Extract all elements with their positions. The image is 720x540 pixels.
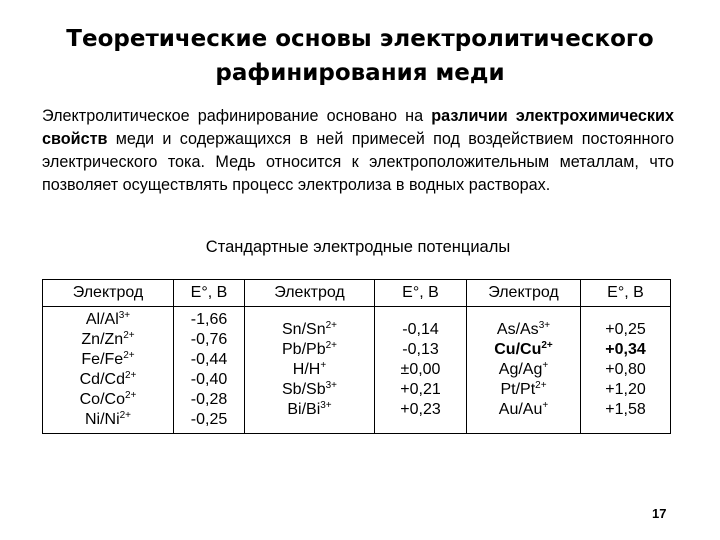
- electrode-label: [245, 360, 374, 380]
- electrode-label: [245, 380, 374, 400]
- potential-value: -1,66: [190, 311, 228, 328]
- header-electrode-3: Электрод: [467, 280, 581, 307]
- potential-cell: [174, 307, 245, 434]
- table-row: [43, 307, 671, 434]
- table-caption: Стандартные электродные потенциалы: [205, 238, 511, 256]
- ion-charge: 2+: [541, 340, 553, 351]
- electrode-symbol: Cd/Cd: [79, 371, 125, 388]
- electrode-symbol: Pt/Pt: [500, 381, 536, 398]
- electrode-symbol: Pb/Pb: [282, 341, 326, 358]
- potential-value: ±0,00: [400, 361, 441, 378]
- electrode-symbol: Bi/Bi: [287, 401, 321, 418]
- ion-charge: 3+: [320, 400, 332, 411]
- potential-value: -0,40: [190, 371, 228, 388]
- ion-charge: 2+: [124, 370, 137, 381]
- electrode-label: [245, 400, 374, 420]
- header-potential-2: E°, В: [375, 280, 467, 307]
- ion-charge: 2+: [325, 320, 337, 331]
- electrode-symbol: Al/Al: [85, 311, 119, 328]
- slide-title-line-1: Теоретические основы электролитического: [66, 26, 654, 52]
- electrode-symbol: Ag/Ag: [498, 361, 543, 378]
- electrode-symbol: Sn/Sn: [282, 321, 326, 338]
- electrode-label: [43, 330, 173, 350]
- potential-value: -0,28: [190, 391, 228, 408]
- potential-value: +0,34: [605, 341, 646, 358]
- header-potential-1: E°, В: [174, 280, 245, 307]
- slide-title: [60, 22, 660, 90]
- paragraph-text-start: Электролитическое рафинирование основано на: [42, 107, 432, 125]
- electrode-symbol: Cu/Cu: [494, 341, 542, 358]
- ion-charge: 2+: [123, 350, 135, 361]
- paragraph-text-end: меди и содержащихся в ней примесей под воздействием постоянного электрического тока. Медь относится к электроположительным металлам, что позволяет осуществлять процесс электролиза в водных растворах.: [42, 130, 674, 194]
- potential-value: +0,23: [400, 401, 441, 418]
- ion-charge: 3+: [538, 320, 551, 331]
- ion-charge: 2+: [123, 330, 135, 341]
- ion-charge: 3+: [118, 310, 131, 321]
- ion-charge: 2+: [325, 340, 337, 351]
- electrode-symbol: Sb/Sb: [282, 381, 326, 398]
- electrode-label: [245, 320, 374, 340]
- intro-paragraph: [42, 105, 674, 197]
- electrode-label: [43, 350, 173, 370]
- electrode-symbol: H/H: [292, 361, 321, 378]
- potential-cell: [375, 307, 467, 434]
- potential-value: -0,25: [190, 411, 228, 428]
- electrode-label: [43, 310, 173, 330]
- electrode-symbol: Co/Co: [79, 391, 125, 408]
- ion-charge: +: [542, 360, 549, 371]
- potential-value: +1,58: [605, 401, 646, 418]
- slide-title-line-2: рафинирования меди: [215, 60, 505, 86]
- potential-value: -0,44: [190, 351, 228, 368]
- electrode-label: [467, 340, 580, 360]
- electrode-label: [245, 340, 374, 360]
- potential-value: -0,76: [190, 331, 228, 348]
- potential-value: -0,14: [402, 321, 439, 338]
- electrode-label: [43, 410, 173, 430]
- electrode-label: [467, 360, 580, 380]
- ion-charge: +: [320, 360, 327, 371]
- page-number: 17: [652, 506, 667, 521]
- electrode-symbol: Au/Au: [498, 401, 543, 418]
- ion-charge: +: [542, 400, 549, 411]
- table-header-row: [43, 280, 671, 307]
- potential-value: +0,80: [605, 361, 646, 378]
- header-electrode-2: Электрод: [245, 280, 375, 307]
- electrode-symbol: As/As: [496, 321, 539, 338]
- electrode-cell: [43, 307, 174, 434]
- ion-charge: 2+: [119, 410, 132, 421]
- electrode-symbol: Ni/Ni: [84, 411, 120, 428]
- potential-cell: [581, 307, 671, 434]
- potential-value: -0,13: [402, 341, 439, 358]
- ion-charge: 2+: [535, 380, 547, 391]
- potential-value: +1,20: [605, 381, 646, 398]
- electrode-symbol: Zn/Zn: [81, 331, 124, 348]
- electrode-label: [467, 400, 580, 420]
- paragraph-bold-phrase: различии электрохимических свойств: [42, 107, 674, 148]
- electrode-label: [467, 320, 580, 340]
- electrode-potentials-table: [42, 279, 671, 434]
- potential-value: +0,21: [400, 381, 441, 398]
- ion-charge: 3+: [325, 380, 337, 391]
- potential-value: +0,25: [605, 321, 646, 338]
- header-electrode-1: Электрод: [43, 280, 174, 307]
- electrode-symbol: Fe/Fe: [81, 351, 124, 368]
- electrode-label: [43, 390, 173, 410]
- ion-charge: 2+: [124, 390, 137, 401]
- electrode-label: [467, 380, 580, 400]
- header-potential-3: E°, В: [581, 280, 671, 307]
- electrode-label: [43, 370, 173, 390]
- electrode-cell: [467, 307, 581, 434]
- electrode-cell: [245, 307, 375, 434]
